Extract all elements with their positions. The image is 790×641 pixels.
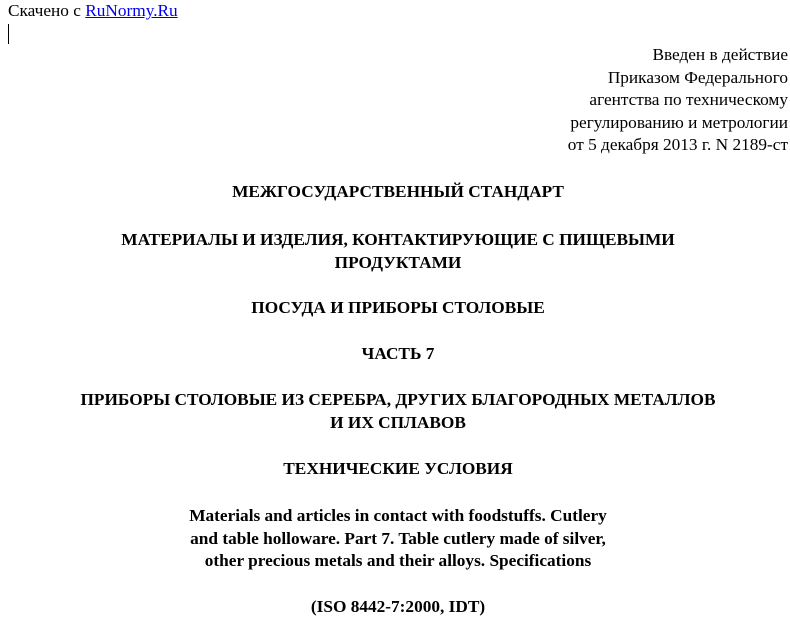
- technical-conditions: [0, 458, 790, 481]
- approval-line: Введен в действие: [652, 45, 788, 64]
- part-title-line: ПРИБОРЫ СТОЛОВЫЕ ИЗ СЕРЕБРА, ДРУГИХ БЛАГОРОДНЫХ МЕТАЛЛОВ: [80, 390, 716, 409]
- standard-subtitle-text: ПОСУДА И ПРИБОРЫ СТОЛОВЫЕ: [251, 298, 545, 317]
- standard-type: [0, 181, 790, 204]
- standard-subtitle: [0, 297, 790, 320]
- approval-line: Приказом Федерального: [607, 67, 788, 87]
- standard-title-line: МАТЕРИАЛЫ И ИЗДЕЛИЯ, КОНТАКТИРУЮЩИЕ С ПИЩЕВЫМИ: [121, 230, 675, 249]
- standard-part-text: ЧАСТЬ 7: [361, 344, 435, 363]
- approval-line: агентства по техническому: [589, 90, 788, 109]
- text-cursor: [8, 24, 9, 44]
- technical-conditions-text: ТЕХНИЧЕСКИЕ УСЛОВИЯ: [283, 459, 513, 478]
- iso-reference-text: (ISO 8442-7:2000, IDT): [310, 597, 486, 616]
- approval-line: от 5 декабря 2013 г. N 2189-ст: [567, 135, 788, 154]
- approval-block: [568, 44, 788, 157]
- standard-title-line: ПРОДУКТАМИ: [334, 252, 462, 272]
- standard-type-text: МЕЖГОСУДАРСТВЕННЫЙ СТАНДАРТ: [232, 182, 564, 201]
- english-title-line: other precious metals and their alloys. Specifications: [204, 551, 592, 570]
- standard-part: [0, 343, 790, 366]
- part-title: [0, 389, 790, 434]
- approval-line: регулированию и метрологии: [570, 112, 788, 132]
- iso-reference: [0, 596, 790, 619]
- source-prefix: Скачено с: [8, 1, 86, 20]
- source-line: [8, 0, 178, 23]
- english-title: [0, 505, 790, 573]
- english-title-line: Materials and articles in contact with foodstuffs. Cutlery: [189, 506, 607, 525]
- english-title-line: and table holloware. Part 7. Table cutlery made of silver,: [190, 528, 606, 548]
- part-title-line: И ИХ СПЛАВОВ: [330, 412, 466, 432]
- source-link[interactable]: RuNormy.Ru: [85, 1, 178, 20]
- standard-title: [0, 229, 790, 274]
